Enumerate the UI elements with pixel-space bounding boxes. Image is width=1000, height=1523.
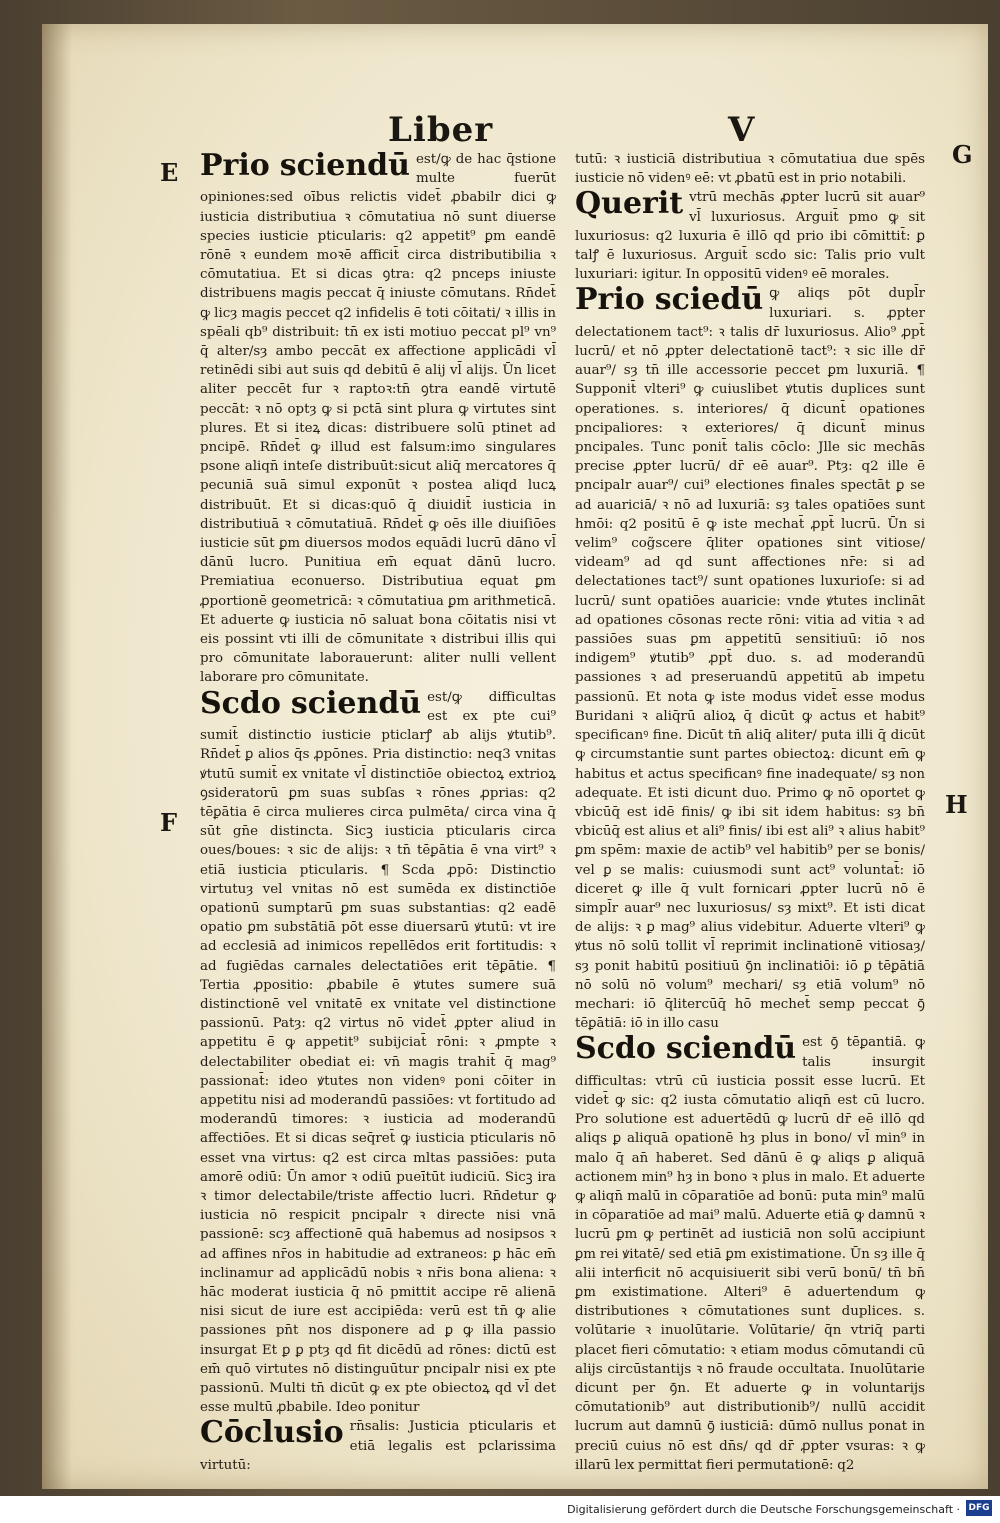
page-gutter-shadow — [42, 24, 72, 1489]
paragraph-text: est/ꝙ difficultas est ex pte cui⁹ sumit̄ distinctio iusticie pticlarꝭ ab alijs ꝟtutib⁹. Rn̄det̄ ꝑ alios q̄s ꝓpōnes. Pria distinctio: neq3 vnitas ꝟtutū sumit̄ ex vnitate vl̄ distinctiōe obiectoꝝ extrioꝝ ꝯsideratorū ꝑm suas subſas ꝛ rōnes ꝓprias: q2 tēꝑātia ē circa mulieres circa pulmēta/ circa vina q̄ sūt gn̄e distincta. Sicꝫ iusticia pticularis circa oues/boues: ꝛ sic de alijs: ꝛ tn̄ tēꝑātia ē vna virt⁹ ꝛ etiā iusticia pticularis. ¶ Scda ꝓpō: Distinctio virtutuȝ vel vnitas nō est sumēda ex distinctiōe opationū sumptarū ꝑm suas substantias: q2 eadē opatio ꝑm substātiā pōt esse diuersarū ꝟtutū: vt ire ad ecclesiā ad inimicos repellēdos erit fortitudis: ꝛ ad fugiēdas carnales delectatiōes erit tēꝑātie. ¶ Tertia ꝓpositio: ꝓbabile ē ꝟtutes sumere suā distinctionē vel vnitatē ex vnitate vel distinctione passionū. Patȝ: q2 virtus nō videt̄ ꝓpter aliud in appetitu ē̄ ꝙ appetit⁹ subijciat̄ rōni: ꝛ ꝓmpte ꝛ delectabiliter obediat ei: vn̄ magis trahit̄ q̄ mag⁹ passionat̄: ideo ꝟtutes non videnꝰ poni cōiter in appetitu nisi ad moderandū passiōes: vt fortitudo ad moderandū timores: ꝛ iusticia ad moderandū affectiōes. Et si dicas seq̄ret̄ ꝙ iusticia pticularis nō esset vna virtus: q2 est circa mltas passiōes: puta amorē odiū: Ūn amor ꝛ odiū pueītūt iudiciū. Sicꝫ ira ꝛ timor delectabile/triste affectio lucri. Rn̄detur ꝙ iusticia nō respicit pncipalr ꝛ directe nisi vnā passionē: scȝ affectionē quā habemus ad nosipsos ꝛ ad affines nr̄os in habitudie ad extraneos: ꝑ hāc em̄ inclinamur ad applicādū nobis ꝛ nr̄is bona aliena: ꝛ hāc moderat iusticia q̄ nō pmittit accipe rē alienā nisi sicut de iure est accipiēda: verū est tn̄ ꝙ alie passiones pn̄t nos disponere ad ꝑ ꝙ illa passio insurgat Et ꝑ ꝑ ptȝ qd fit dicēdū ad rōnes: dictū est em̄ quō virtutes nō distinguūtur pncipalr nisi ex pte passionū. Multi tn̄ dicūt ꝙ ex pte obiectoꝝ qd vl̄ det esse multū ꝓbabile. Ideo ponitur — [200, 689, 556, 1416]
footer-credit: Digitalisierung gefördert durch die Deutsche Forschungsgemeinschaft · — [567, 1503, 960, 1516]
margin-letter-g: G — [952, 140, 973, 169]
paragraph-text: ꝙ aliqs pōt dupl̄r luxuriari. s. ꝓpter delectationem tact⁹: ꝛ talis dr̄ luxuriosus. Alio⁹ ꝓpt̄ lucrū/ et nō ꝓpter delectationē tact⁹: ꝛ sic ille dr̄ auar⁹/ sȝ tn̄ ille accessorie peccet ꝑm luxuriā. ¶ Supponit̄ vlteri⁹ ꝙ cuiuslibet ꝟtutis duplices sunt operationes. s. interiores/ q̄ dicunt̄ opationes pncipaliores: ꝛ exteriores/ q̄ dicunt̄ minus pncipales. Tunc ponit̄ talis cōclo: Jlle sic mechās precise ꝓpter lucrū/ dr̄ eē auar⁹. Ptȝ: q2 ille ē pncipalr auar⁹/ cui⁹ electiones finales spectāt ꝑ se ad auariciā/ ꝛ nō ad luxuriā: sȝ tales opatiōes sunt hmōi: q2 positū ē ꝙ iste mechat̄ ꝓpt̄ lucrū. Ūn si velim⁹ cog̃scere q̄liter opationes sint vitiose/ videam⁹ ad qd sunt affectiones nr̄e: si ad delectationes tact⁹/ sunt opationes luxurioſe: si ad lucrū/ sunt opatiōes auaricie: vnde ꝟtutes inclināt ad opationes cōsonas recte rōni: vitia ad vitia ꝛ ad passiōes suas ꝑm appetitū sensitiuū: iō nos indigem⁹ ꝟtutib⁹ ꝓpt̄ duo. s. ad moderandū passiones ꝛ ad preseruandū appetitū ab impetu passionū. Et nota ꝙ iste modus videt̄ esse modus Buridani ꝛ aliq̄rū alioꝝ q̄ dicūt ꝙ actus et habit⁹ specificanꝰ fine. Dicūt tn̄ aliq̄ aliter/ puta illi q̄ dicūt ꝙ circumstantie sunt partes obiectoꝝ: dicunt em̄ ꝙ habitus et actus specificanꝰ fine inadequate/ sȝ non adequate. Et isti dicunt duo. Primo ꝙ nō oportet ꝙ vbicūq̄ est idē finis/ ꝙ ibi sit idem habitus: sȝ bn̄ vbicūq̄ est alius et ali⁹ finis/ ibi est ali⁹ ꝛ alius habit⁹ ꝑm spēm: maxie de actib⁹ vel habitib⁹ per se bonis/ vel ꝑ se malis: cuiusmodi sunt act⁹ voluntat̄: iō diceret ꝙ ille q̄ vult fornicari ꝓpter lucrū nō ē simpl̄r auar⁹ nec luxuriosus/ sȝ mixt⁹. Et isti dicat de alijs: ꝛ ꝑ mag⁹ alius videbitur. Aduerte vlteri⁹ ꝙ ꝟtus nō solū tollit vl̄ reprimit inclinationē vitiosaȝ/ sȝ ponit habitū positiuū ꝯ̄n inclinatiōi: iō ꝑ tēꝑātiā nō solū nō volum⁹ mechari/ sȝ etiā volum⁹ nō mechari: iō q̄litercūq̄ hō mechet̄ semp peccat ꝯ̄ tēꝑātiā: iō in illo casu — [575, 286, 925, 1032]
section-heading: Querit — [575, 186, 684, 222]
paragraph-text: tutū: ꝛ iusticiā distributiua ꝛ cōmutatiua due spēs iusticie nō videnꝰ eē: vt ꝓbatū est in prio notabili. — [575, 152, 925, 187]
paragraph-text: rn̄salis: Justicia pticularis et etiā legalis est pclarissima virtutū: — [200, 1419, 556, 1473]
section-heading: Prio sciedū — [575, 282, 764, 318]
section-heading: Scdo sciendū — [575, 1031, 797, 1067]
paragraph-secundo-sciendum — [200, 685, 556, 1418]
running-head-right: V — [728, 110, 756, 150]
paragraph-conclusio — [200, 1417, 556, 1475]
margin-letter-f: F — [160, 808, 178, 837]
section-heading: Cōclusio — [200, 1415, 344, 1451]
right-column — [575, 150, 925, 1475]
paragraph-prio-sciendum — [575, 284, 925, 1033]
margin-letter-h: H — [945, 790, 968, 819]
paragraph-secundo-sciendum — [575, 1033, 925, 1475]
paragraph-text: est/ꝙ de hac q̄stione multe fuerūt opiniones:sed oībus relictis videt̄ ꝓbabilr dici ꝙ iusticia distributiua ꝛ cōmutatiua nō sunt diuerse species iusticie pticularis: q2 appetit⁹ ꝑm eandē rōnē ꝛ eundem moꝛē afficit̄ circa distributibilia ꝛ cōmutatiua. Et si dicas ꝯtra: q2 pnceps iniuste distribuens magis peccat q̄ iniuste cōmutans. Rn̄det̄ ꝙ licȝ magis peccet q2 infidelis ē toti cōitati/ ꝛ illis in spēali qb⁹ distribuit: tn̄ ex isti motiuo peccat pl⁹ vn⁹ q̄ alter/sȝ ambo peccāt ex affectione applicādi vl̄ retinēdi sibi aut suis qd debitū ē alij vl̄ alijs. Ūn licet aliter peccēt fur ꝛ raptoꝛ:tn̄ ꝯtra eandē virtutē peccāt: ꝛ nō optȝ ꝙ si pctā sint plura ꝙ virtutes sint plures. Et si iteꝝ dicas: distribuere solū ptinet ad pncipē. Rn̄det̄ ꝙ illud est falsum:imo singulares psone aliqn̄ inteſe distribuūt:sicut aliq̄ mercatores q̄ pecuniā suā simul exponūt ꝛ postea aliqd lucꝝ distribuūt. Et si dicas:quō q̄ diuidit̄ iusticia in distributiuā ꝛ cōmutatiuā. Rn̄det̄ ꝙ oēs ille diuiſiōes iusticie sūt ꝑm diuersos modos equādi lucrū dāno vl̄ dānū lucro. Punitiua em̄ equat dānū lucro. Premiatiua econuerso. Distributiua equat ꝑm ꝓportionē geometricā: ꝛ cōmutatiua ꝑm arithmeticā. Et aduerte ꝙ iusticia nō saluat bona cōitatis nisi vt eis possint vti illi de cōmunitate ꝛ distribui illis qui pro cōmunitate laborauerunt: aliter nulli vellent laborare pro cōmunitate. — [200, 152, 556, 686]
running-head-left: Liber — [388, 110, 494, 150]
paragraph-text: vtrū mechās ꝓpter lucrū sit auar⁹ vl̄ luxuriosus. Arguit̄ pmo ꝙ sit luxuriosus: q2 luxuria ē illō qd prio ibi cōmittit̄: ꝑ talꝭ ē luxuriosus. Arguit̄ scdo sic: Talis prio vult luxuriari: igitur. In oppositū videnꝰ eē morales. — [575, 190, 925, 283]
paragraph-text: est ꝯ̄ tēꝑantiā. ꝙ talis insurgit difficultas: vtrū cū iusticia possit esse lucrū. Et videt̄ ꝙ sic: q2 iusta cōmutatio aliqn̄ est cū lucro. Pro solutione est aduertēdū ꝙ lucrū dr̄ eē illō qd aliqs ꝑ aliquā opationē hȝ plus in bono/ vl̄ min⁹ in malo q̄ an̄ haberet. Sed dānū ē ꝙ aliqs ꝑ aliquā actionem min⁹ hȝ in bono ꝛ plus in malo. Et aduerte ꝙ aliqn̄ malū in cōparatiōe ad bonū: puta min⁹ malū in cōparatiōe ad mai⁹ malū. Aduerte etiā ꝙ damnū ꝛ lucrū ꝑm ꝙ pertinēt ad iusticiā non solū accipiunt ꝑm rei ꝟitatē/ sed etiā ꝑm existimatione. Ūn sȝ ille q̄ alii interficit nō acquisiuerit sibi verū bonū/ tn̄ bn̄ ꝑm existimatione. Alteri⁹ ē aduertendum ꝙ distributiones ꝛ cōmutationes sunt duplices. s. volūtarie ꝛ inuolūtarie. Volūtarie/ q̄n vtriq̄ parti placet fieri cōmutatio: ꝛ etiam modus cōmutandi cū alijs circūstantijs ꝛ nō fraude occultata. Inuolūtarie dicunt per ꝯ̄n. Et aduerte ꝙ in voluntarijs cōmutationib⁹ aut distributionib⁹/ nullū accidit lucrum aut damnū ꝯ̄ iusticiā: dūmō nullus ponat in preciū cuius nō est dn̄s/ qd dr̄ ꝓpter vsuras: ꝛ ꝙ illarū lex permittat fieri permutationē: q2 — [575, 1035, 925, 1473]
section-heading: Prio sciendū — [200, 148, 410, 183]
dfg-logo-icon: DFG — [966, 1500, 992, 1516]
left-column — [200, 150, 556, 1475]
section-heading: Scdo sciendū — [200, 685, 422, 721]
paragraph-queritur — [575, 188, 925, 284]
paragraph-continuation — [575, 150, 925, 188]
paragraph-prio-sciendum — [200, 150, 556, 688]
margin-letter-e: E — [160, 158, 179, 187]
